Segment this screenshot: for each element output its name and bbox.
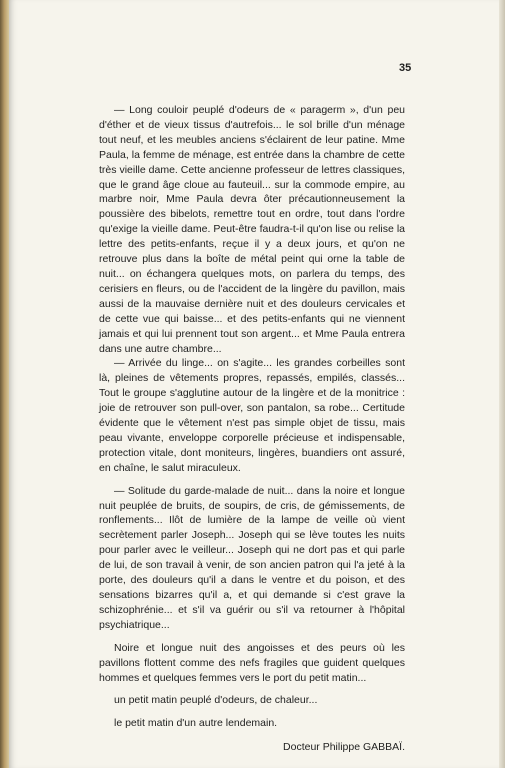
paragraph-anguish: Noire et longue nuit des angoisses et des peurs où les pavillons flottent comme des nefs fragiles que guident quelques hommes et quelques femmes vers le port du petit matin... <box>99 641 405 684</box>
next-page-edge <box>499 0 505 768</box>
paragraph-morning: un petit matin peuplé d'odeurs, de chaleur... <box>114 694 318 707</box>
paragraph-corridor: — Long couloir peuplé d'odeurs de « paragerm », d'un peu d'éther et de vieux tissus d'autrefois... le sol brille d'un ménage tout neuf, et les meubles anciens s'éclairent de leur patine. Mme Paula, la femme de ménage, est entrée dans la chambre de cette très vieille dame. Cette ancienne professeur de lettres classiques, que le grand âge cloue au fauteuil... sur la commode empire, au marbre noir, Mme Paula devra ôter précautionneusement la poussière des bibelots, remettre tout en ordre, tout dans l'ordre qu'exige la vieille dame. Peut-être faudra-t-il qu'on lise ou relise la lettre des petits-enfants, reçue il y a deux jours, et qu'on ne retrouve plus dans la boîte de métal peint qui orne la table de nuit... on échangera quelques mots, on parlera du temps, des cerisiers en fleurs, ou de l'accident de la lingère du pavillon, mais aussi de la mauvaise dernière nuit et des douleurs cervicales et de cette vue qui baisse... et des petits-enfants qui ne viennent jamais et qui lui prennent tout son argent... et Mme Paula entrera dans une autre chambre... <box>99 104 405 355</box>
paragraph-linen: — Arrivée du linge... on s'agite... les grandes corbeilles sont là, pleines de vêtements propres, repassés, empilés, classés... Tout le groupe s'agglutine autour de la lingère et de la monitrice : joie de retrouver son pull-over, son pantalon, sa robe... Certitude évidente que le vêtement n'est pas simple objet de tissu, mais peau vivante, enveloppe corporelle précieuse et indispensable, protection vitale, dont moniteurs, lingères, buandiers ont assuré, en chaîne, le salut miraculeux. <box>99 357 405 474</box>
book-page <box>9 0 499 768</box>
previous-page-edge <box>0 0 9 768</box>
page-number: 35 <box>399 62 412 74</box>
author-signature: Docteur Philippe GABBAÏ. <box>283 741 405 754</box>
article-text <box>99 103 405 755</box>
paragraph-night-watch: — Solitude du garde-malade de nuit... dans la noire et longue nuit peuplée de bruits, de soupirs, de cris, de gémissements, de ronflements... Ilôt de lumière de la lampe de veille où vient secrètement parler Joseph... Joseph qui se lève toutes les nuits pour parler avec le veilleur... Joseph qui ne dort pas et qui parle de lui, de son travail à venir, de son ancien patron qui l'a jeté à la porte, des douleurs qu'il a dans le ventre et du poison, et des sensations bizarres qu'il a, et qui demande si c'est grave la schizophrénie... et s'il va guérir ou s'il va retourner à l'hôpital psychiatrique... <box>99 484 405 631</box>
paragraph-tomorrow: le petit matin d'un autre lendemain. <box>114 717 278 730</box>
